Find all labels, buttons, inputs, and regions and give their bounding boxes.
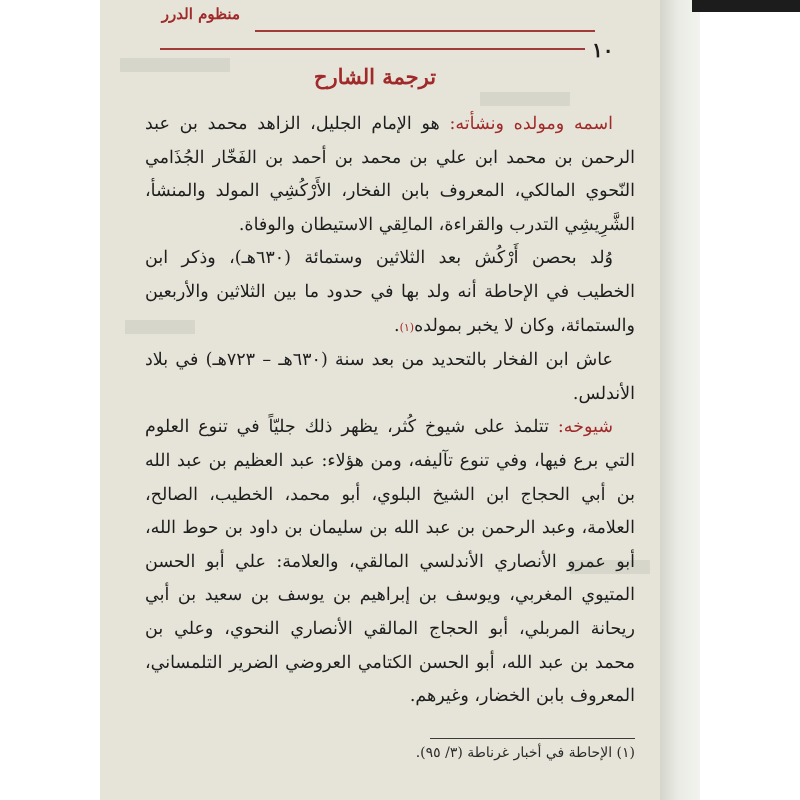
- paragraph-text: هو الإمام الجليل، الزاهد محمد بن عبد الرحمن بن محمد ابن علي بن محمد بن أحمد بن الفَخّار الجُذَامي النّحوي المالكي، المعروف بابن الفخار، الأَرْكُشِي المولد والمنشأ، الشَّرِيشِي التدرب والقراءة، المالِقي الاستيطان والوفاة.: [145, 114, 635, 235]
- footnote-text: الإحاطة في أخبار غرناطة (٣/ ٩٥).: [415, 745, 613, 761]
- footnote: [330, 745, 635, 761]
- running-title: منظوم الدرر: [161, 5, 240, 23]
- show-through-mark: [480, 92, 570, 106]
- header-rule: [255, 30, 595, 32]
- paragraph-birth-place: وُلد بحصن أَرْكُش بعد الثلاثين وستمائة (٦٣٠هـ)، وذكر ابن الخطيب في الإحاطة أنه ولد بها في حدود ما بين الثلاثين والأربعين والستمائة، وكان لا يخبر بمولده(١).: [145, 248, 635, 336]
- paragraph-text: وُلد بحصن أَرْكُش بعد الثلاثين وستمائة (٦٣٠هـ)، وذكر ابن الخطيب في الإحاطة أنه ولد بها في حدود ما بين الثلاثين والأربعين والستمائة، وكان لا يخبر بمولده: [145, 248, 635, 336]
- paragraph-text: عاش ابن الفخار بالتحديد من بعد سنة (٦٣٠هـ – ٧٢٣هـ) في بلاد الأندلس.: [145, 350, 635, 404]
- footnote-reference: (١): [399, 320, 415, 334]
- header-rule-lower: [160, 48, 585, 50]
- lead-in-teachers: شيوخه:: [557, 417, 613, 438]
- paragraph-lifespan: [145, 344, 635, 411]
- section-title: ترجمة الشارح: [313, 64, 437, 89]
- footnote-rule: [430, 738, 635, 739]
- body-text: [145, 108, 635, 714]
- page-number: ١٠: [592, 38, 614, 62]
- paragraph-text: تتلمذ على شيوخ كُثر، يظهر ذلك جليّاً في تنوع العلوم التي برع فيها، وفي تنوع تآليفه، ومن هؤلاء: عبد العظيم بن عبد الله بن أبي الحجاج ابن الشيخ البلوي، أبو محمد، الخطيب، الصالح، العلامة، وعبد الرحمن بن عبد الله بن سليمان بن داود بن حوط الله، أبو عمرو الأنصاري الأندلسي المالقي، والعلامة: علي أبو الحسن المتيوي المغربي، ويوسف بن إبراهيم بن يوسف بن سعيد بن أبي ريحانة المربلي، أبو الحجاج المالقي الأنصاري النحوي، وعلي بن محمد بن عبد الله، أبو الحسن الكتامي العروضي الضرير التلمساني، المعروف بابن الخضار، وغيرهم.: [145, 417, 635, 707]
- background-corner: [692, 0, 800, 12]
- footnote-number: (١): [616, 745, 635, 761]
- page-edge: [660, 0, 700, 800]
- lead-in-name-birth: اسمه ومولده ونشأته:: [449, 114, 613, 134]
- paragraph-teachers: [145, 411, 635, 713]
- paragraph-name-birth: [145, 108, 635, 242]
